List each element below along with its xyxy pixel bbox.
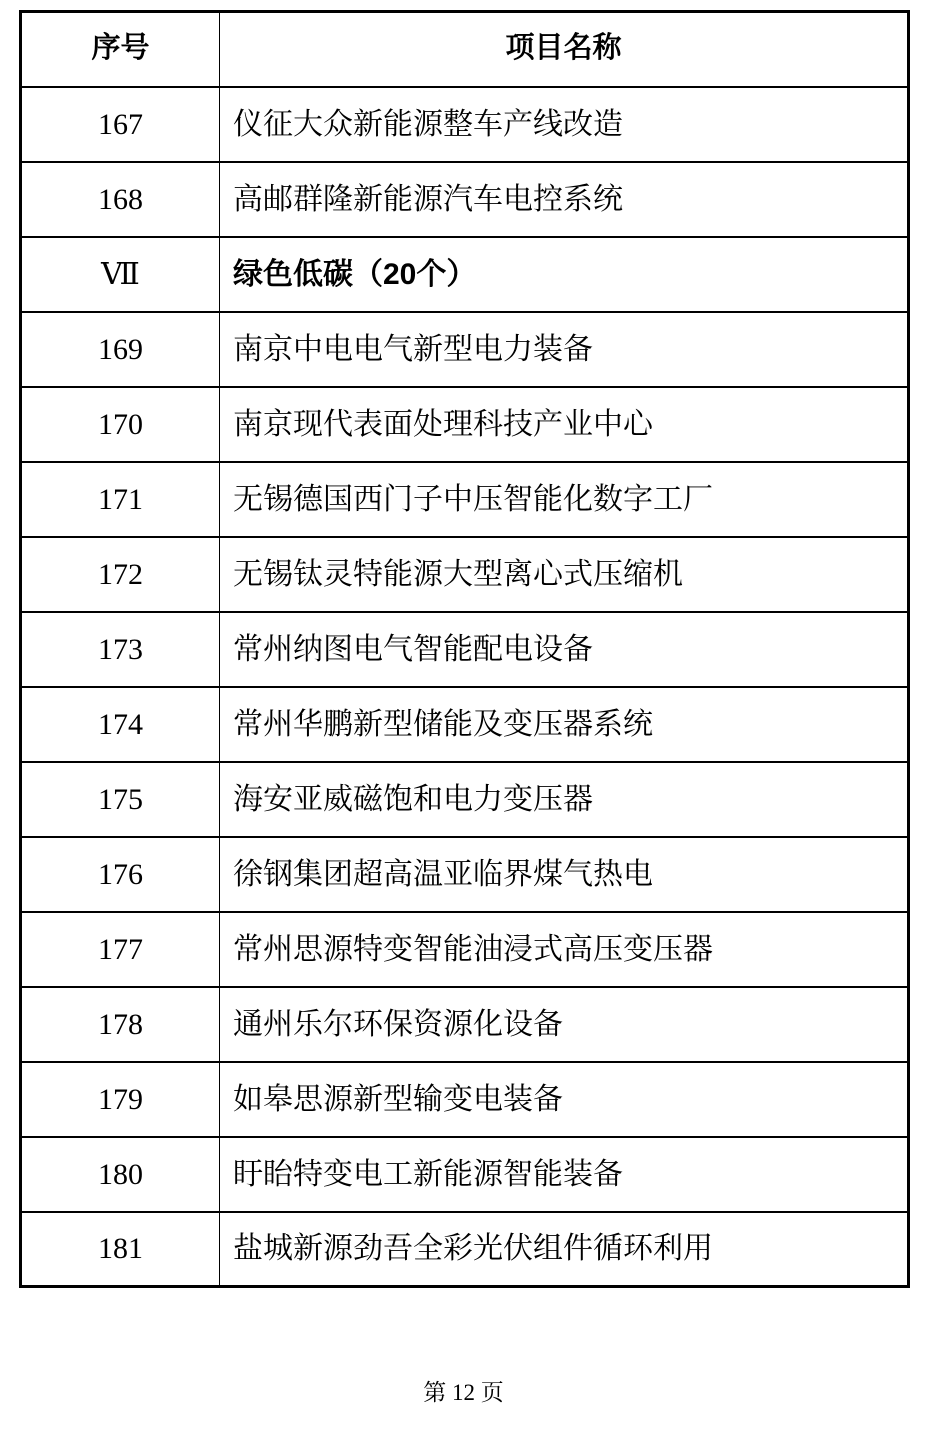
- row-serial-number: 176: [21, 837, 220, 912]
- row-project-name: 南京中电电气新型电力装备: [220, 312, 909, 387]
- row-project-name: 海安亚威磁饱和电力变压器: [220, 762, 909, 837]
- row-serial-number: 172: [21, 537, 220, 612]
- row-project-name: 绿色低碳（20个）: [220, 237, 909, 312]
- row-serial-number: 173: [21, 612, 220, 687]
- table-row: [21, 1212, 909, 1287]
- table-row: [21, 537, 909, 612]
- table-row: [21, 462, 909, 537]
- table-row: [21, 1062, 909, 1137]
- table-row: [21, 312, 909, 387]
- row-project-name: 常州思源特变智能油浸式高压变压器: [220, 912, 909, 987]
- row-serial-number: 167: [21, 87, 220, 162]
- row-project-name: 无锡德国西门子中压智能化数字工厂: [220, 462, 909, 537]
- row-serial-number: 168: [21, 162, 220, 237]
- project-table: [19, 10, 910, 1288]
- row-project-name: 高邮群隆新能源汽车电控系统: [220, 162, 909, 237]
- row-serial-number: 170: [21, 387, 220, 462]
- table-row: [21, 1137, 909, 1212]
- row-serial-number: 180: [21, 1137, 220, 1212]
- table-row: [21, 987, 909, 1062]
- row-project-name: 如皋思源新型输变电装备: [220, 1062, 909, 1137]
- table-row: [21, 762, 909, 837]
- row-serial-number: 169: [21, 312, 220, 387]
- row-serial-number: 179: [21, 1062, 220, 1137]
- row-serial-number: 178: [21, 987, 220, 1062]
- row-project-name: 南京现代表面处理科技产业中心: [220, 387, 909, 462]
- table-row: [21, 387, 909, 462]
- row-serial-number: 175: [21, 762, 220, 837]
- header-project-name: 项目名称: [220, 12, 909, 87]
- row-project-name: 常州纳图电气智能配电设备: [220, 612, 909, 687]
- table-row: [21, 612, 909, 687]
- row-serial-number: Ⅶ: [21, 237, 220, 312]
- table-row: [21, 87, 909, 162]
- row-serial-number: 174: [21, 687, 220, 762]
- row-project-name: 盐城新源劲吾全彩光伏组件循环利用: [220, 1212, 909, 1287]
- row-serial-number: 171: [21, 462, 220, 537]
- row-project-name: 通州乐尔环保资源化设备: [220, 987, 909, 1062]
- table-row: [21, 162, 909, 237]
- table-header-row: [21, 12, 909, 87]
- page-number: 第 12 页: [423, 1380, 504, 1405]
- table-row: [21, 237, 909, 312]
- row-project-name: 无锡钛灵特能源大型离心式压缩机: [220, 537, 909, 612]
- row-project-name: 徐钢集团超高温亚临界煤气热电: [220, 837, 909, 912]
- row-project-name: 常州华鹏新型储能及变压器系统: [220, 687, 909, 762]
- row-serial-number: 177: [21, 912, 220, 987]
- table-row: [21, 837, 909, 912]
- table-row: [21, 912, 909, 987]
- table-row: [21, 687, 909, 762]
- row-project-name: 仪征大众新能源整车产线改造: [220, 87, 909, 162]
- row-serial-number: 181: [21, 1212, 220, 1287]
- row-project-name: 盱眙特变电工新能源智能装备: [220, 1137, 909, 1212]
- header-serial-number: 序号: [21, 12, 220, 87]
